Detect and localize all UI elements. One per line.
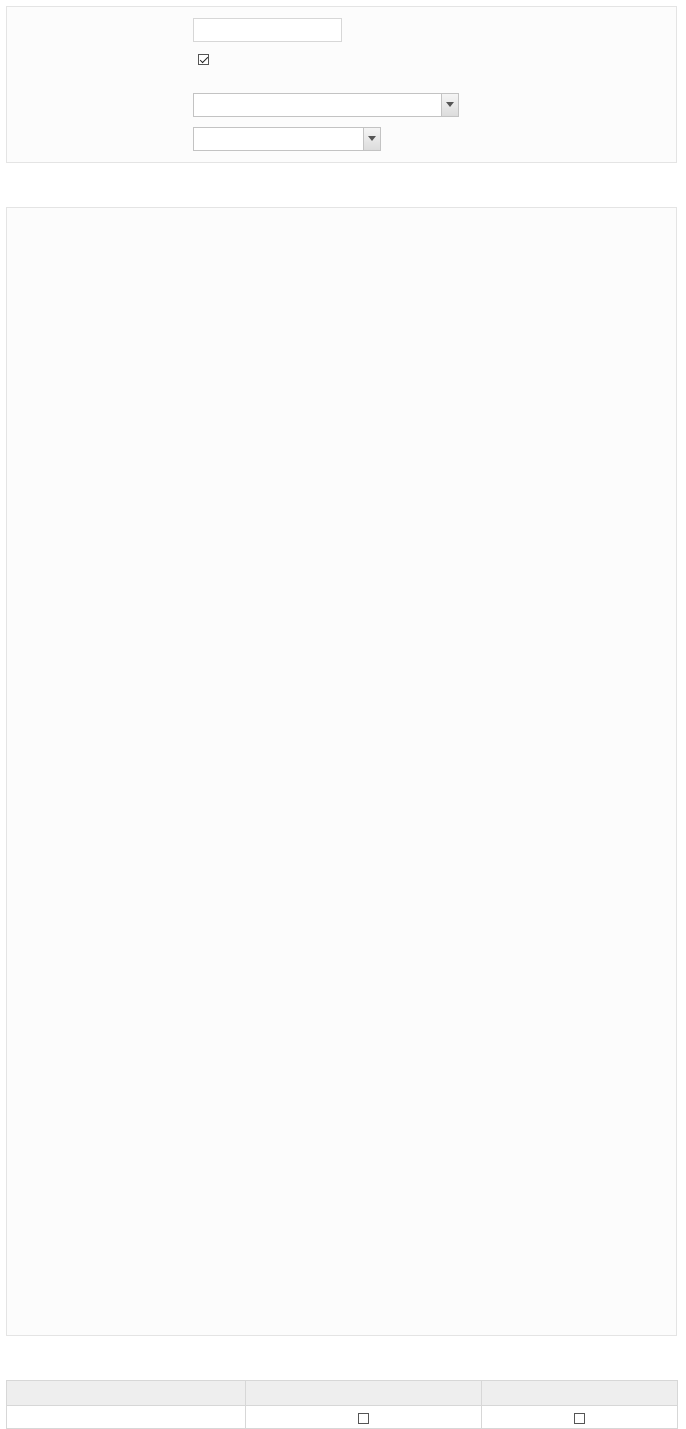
name-input[interactable] xyxy=(193,18,342,42)
issues-visibility-select[interactable] xyxy=(193,93,459,117)
users-visibility-select[interactable] xyxy=(193,127,381,151)
name-label xyxy=(185,18,188,35)
chevron-down-icon xyxy=(441,94,458,116)
view-issues-cell xyxy=(246,1406,482,1429)
chevron-down-icon xyxy=(363,128,380,150)
tracker-name xyxy=(7,1406,246,1429)
view-issues-column-header xyxy=(246,1381,482,1406)
assignable-checkbox[interactable] xyxy=(198,54,209,65)
tracker-column-header xyxy=(7,1381,246,1406)
view-issues-tracker-checkbox[interactable] xyxy=(358,1413,369,1424)
add-notes-cell xyxy=(482,1406,678,1429)
table-row xyxy=(7,1406,678,1429)
tracker-table xyxy=(6,1380,678,1429)
add-notes-column-header xyxy=(482,1381,678,1406)
add-notes-tracker-checkbox[interactable] xyxy=(574,1413,585,1424)
permissions-box xyxy=(6,207,677,1336)
